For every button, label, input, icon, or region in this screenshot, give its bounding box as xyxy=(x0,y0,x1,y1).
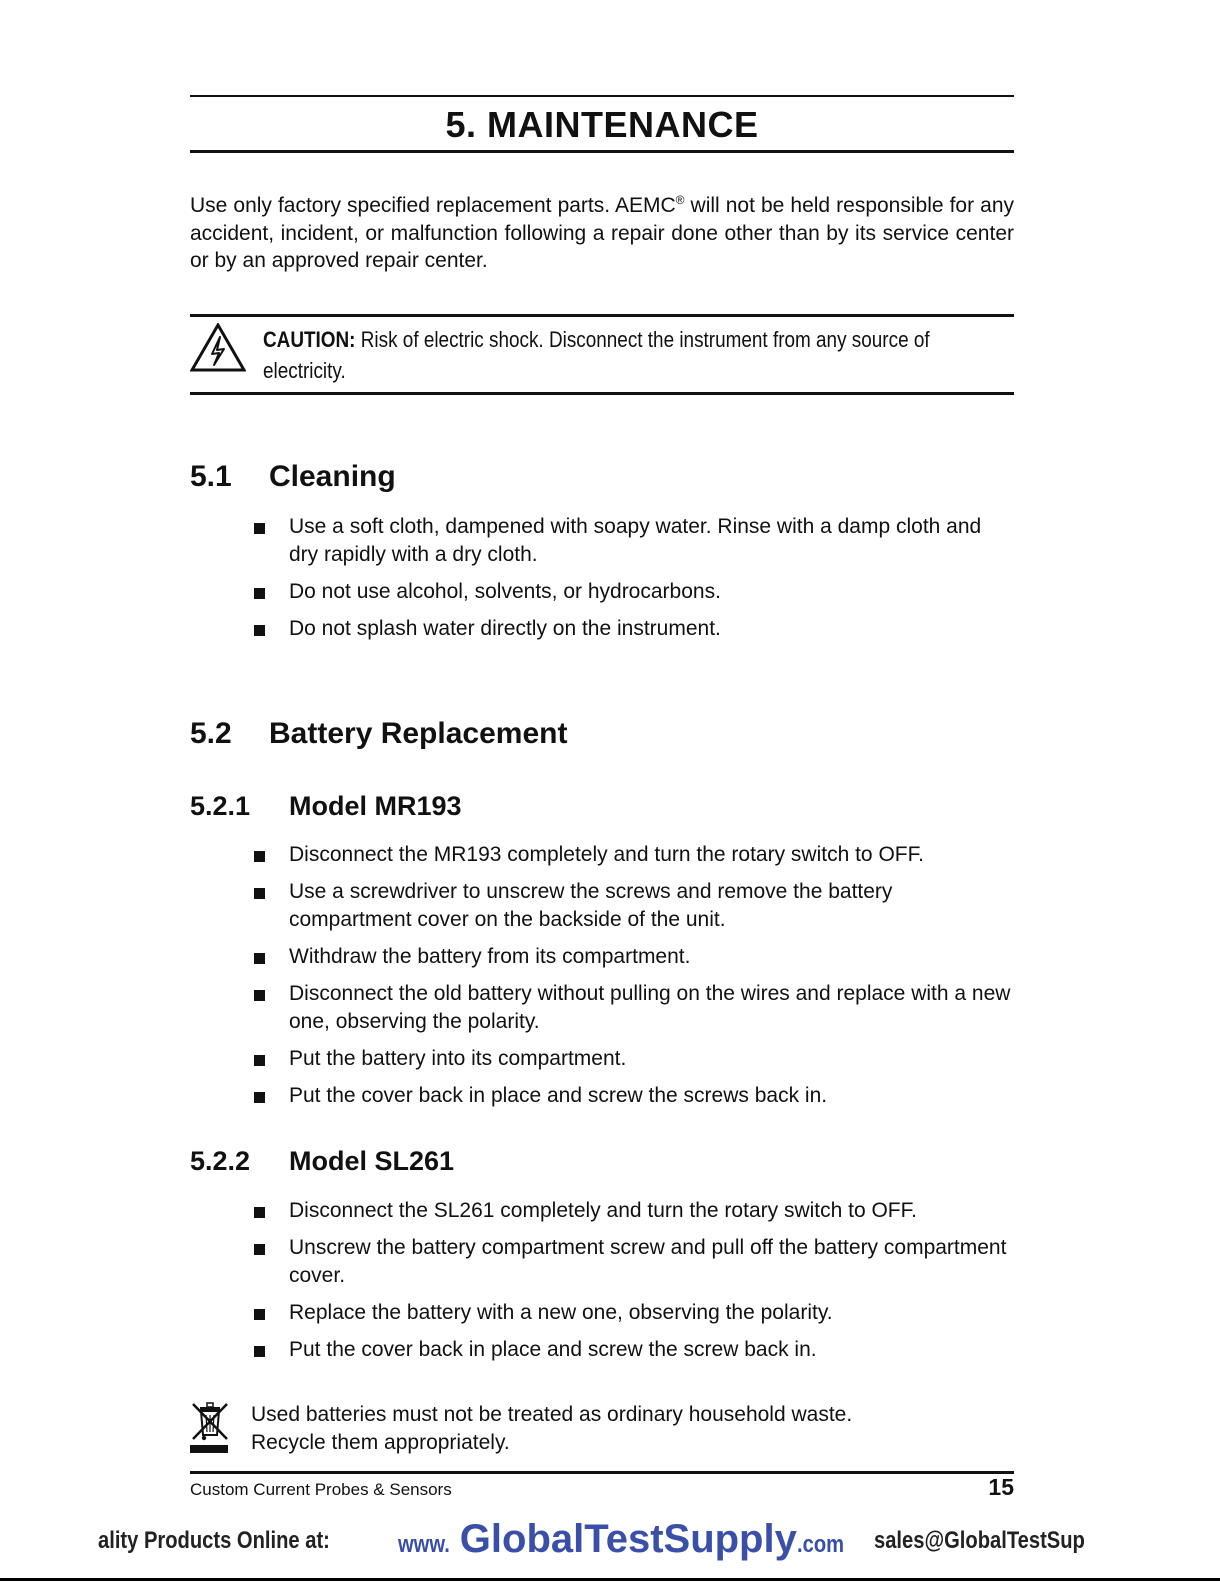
caution-text: CAUTION: Risk of electric shock. Disconnect the instrument from any source of electricity. xyxy=(263,327,930,383)
bullet-square-icon xyxy=(254,1309,265,1320)
page-title: 5. MAINTENANCE xyxy=(445,104,759,145)
list-item: Disconnect the old battery without pulling on the wires and replace with a new one, observing the polarity. xyxy=(254,980,1014,1036)
section-heading-cleaning: 5.1 Cleaning xyxy=(190,460,396,493)
title-bottom-rule xyxy=(190,150,1014,153)
registered-mark: ® xyxy=(675,193,685,207)
list-item: Unscrew the battery compartment screw and pull off the battery compartment cover. xyxy=(254,1234,1014,1290)
footer-rule xyxy=(190,1471,1014,1474)
list-item: Do not splash water directly on the instrument. xyxy=(254,615,1014,643)
bullet-square-icon xyxy=(254,523,265,534)
caution-top-rule xyxy=(190,314,1014,317)
battery-disposal-note: Used batteries must not be treated as ordinary household waste. Recycle them appropriately. xyxy=(251,1403,853,1454)
bullet-square-icon xyxy=(254,1346,265,1357)
list-item: Put the cover back in place and screw the screw back in. xyxy=(254,1336,1014,1364)
sl261-steps-list xyxy=(254,1197,1014,1373)
bullet-square-icon xyxy=(254,1055,265,1066)
subsection-heading-sl261: 5.2.2 Model SL261 xyxy=(190,1146,455,1176)
subsection-heading-mr193: 5.2.1 Model MR193 xyxy=(190,791,462,821)
vendor-banner xyxy=(0,1515,1220,1567)
bullet-square-icon xyxy=(254,888,265,899)
page-number: 15 xyxy=(988,1474,1014,1500)
mr193-steps-list xyxy=(254,841,1014,1119)
list-item: Disconnect the SL261 completely and turn the rotary switch to OFF. xyxy=(254,1197,1014,1225)
list-item: Withdraw the battery from its compartment. xyxy=(254,943,1014,971)
bullet-square-icon xyxy=(254,990,265,1001)
list-item: Put the battery into its compartment. xyxy=(254,1045,1014,1073)
bottom-rule xyxy=(0,1578,1220,1581)
list-item: Use a soft cloth, dampened with soapy water. Rinse with a damp cloth and dry rapidly with a dry cloth. xyxy=(254,513,1014,569)
list-item: Disconnect the MR193 completely and turn the rotary switch to OFF. xyxy=(254,841,1014,869)
list-item: Replace the battery with a new one, observing the polarity. xyxy=(254,1299,1014,1327)
title-top-rule xyxy=(190,95,1014,97)
banner-tagline: ality Products Online at: xyxy=(98,1527,330,1554)
electric-shock-warning-icon xyxy=(190,323,246,373)
list-item: Put the cover back in place and screw the screws back in. xyxy=(254,1082,1014,1110)
crossed-out-wheeled-bin-icon xyxy=(190,1401,230,1453)
bullet-square-icon xyxy=(254,851,265,862)
caution-label: CAUTION: xyxy=(263,327,356,352)
banner-email-link[interactable]: sales@GlobalTestSup xyxy=(874,1527,1085,1554)
bullet-square-icon xyxy=(254,1092,265,1103)
section-heading-battery-replacement: 5.2 Battery Replacement xyxy=(190,717,568,750)
bullet-square-icon xyxy=(254,1207,265,1218)
intro-paragraph: Use only factory specified replacement parts. AEMC® will not be held responsible for any accident, incident, or malfunction following a repair done other than by its service center or by an approved repair center. xyxy=(190,193,1015,272)
cleaning-list xyxy=(254,513,1014,652)
bullet-square-icon xyxy=(254,625,265,636)
footer-product-title: Custom Current Probes & Sensors xyxy=(190,1480,452,1499)
list-item: Do not use alcohol, solvents, or hydrocarbons. xyxy=(254,578,1014,606)
list-item: Use a screwdriver to unscrew the screws and remove the battery compartment cover on the backside of the unit. xyxy=(254,878,1014,934)
banner-website-link[interactable]: www. GlobalTestSupply.com xyxy=(398,1517,844,1561)
caution-bottom-rule xyxy=(190,392,1014,395)
bullet-square-icon xyxy=(254,1244,265,1255)
bullet-square-icon xyxy=(254,953,265,964)
bullet-square-icon xyxy=(254,588,265,599)
